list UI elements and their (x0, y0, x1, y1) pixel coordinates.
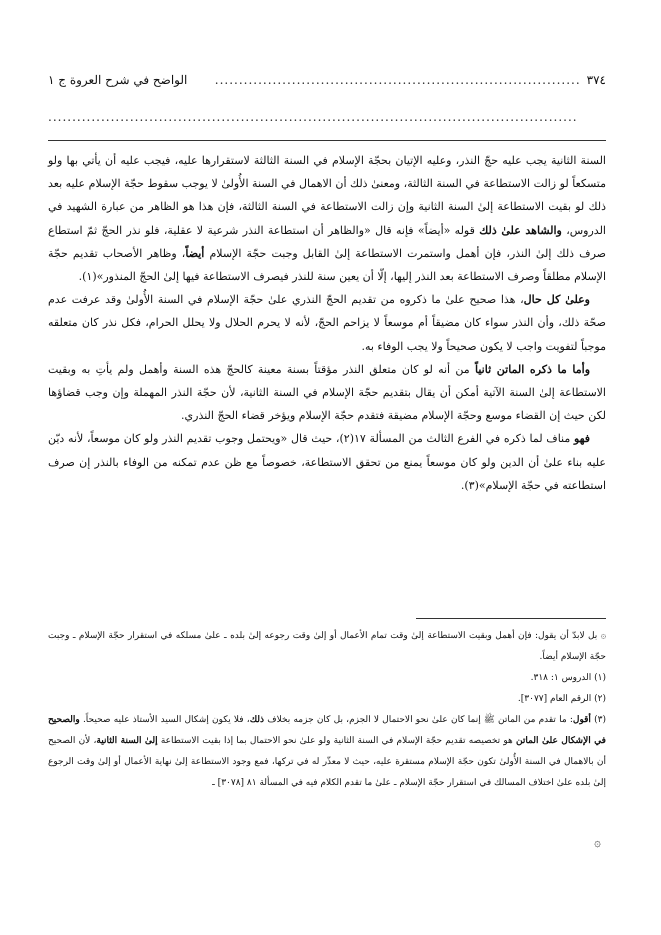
book-title: الواضح في شرح العروة ج ١ (48, 73, 188, 87)
paragraph-1: السنة الثانية يجب عليه حجّ النذر، وعليه الإتيان بحجّة الإسلام في السنة الثالثة لاستقرارها عليه، فيجب عليه أن يأتي بها ولو متسكعاً لو زالت الاستطاعة في السنة الثالثة، ومعنىٰ ذلك أن الاهمال في السنة الأُولىٰ لا يوجب سقوط حجّة الإسلام عليه بعد ذلك لو بقيت الاستطاعة إلىٰ السنة الثانية وإن زالت الاستطاعة في السنة الثالثة، فإن هذا هو الظاهر من عبارة الشهيد في الدروس، والشاهد علىٰ ذلك قوله «أيضاً» فإنه قال «والظاهر أن استطاعة النذر شرعية لا عقلية، فلو نذر الحجّ ثمّ استطاع صرف ذلك إلىٰ النذر، فإن أهمل واستمرت الاستطاعة إلىٰ القابل وجبت حجّة الإسلام أيضاً، وظاهر الأصحاب تقديم حجّة الإسلام مطلقاً وصرف الاستطاعة بعد النذر إليها، إلّا أن يعين سنة للنذر فيصرف الاستطاعة فيها إلىٰ الحجّ المنذور»(١). (48, 154, 606, 284)
dotted-line: .............................................................................................................. (48, 110, 578, 124)
paragraph-2: وعلىٰ كل حال، هذا صحيح علىٰ ما ذكروه من تقديم الحجّ النذري علىٰ حجّة الإسلام في السنة الأُولىٰ وقد عرفت عدم صحّة ذلك، وأن النذر سواء كان مضيقاً أم موسعاً لا يزاحم الحجّ، لأنه لا يحرم الحلال ولا يحلل الحرام، فكل نذر كان متعلقه موجباً لتفويت واجب لا يكون صحيحاً ولا يجب الوفاء به. (48, 293, 606, 353)
footnote-separator (416, 618, 606, 619)
continuation-mark: ۞ (600, 631, 606, 641)
footnotes (48, 626, 606, 794)
continuation-flower-icon: ۞ (593, 835, 601, 849)
paragraph-4: فهو مناف لما ذكره في الفرع الثالث من المسألة ١٧(٢)، حيث قال «ويحتمل وجوب تقديم النذر ولو كان موسعاً، لأنه ديّن عليه بناء علىٰ أن الدين ولو كان موسعاً يمنع من تحقق الاستطاعة، خصوصاً مع ظن عدم تمكنه من الوفاء بالنذر إن صرف استطاعته في حجّة الإسلام»(٣). (48, 432, 606, 492)
running-header (48, 70, 606, 90)
footnote-2: (٢) الرقم العام [٣٠٧٧]. (517, 694, 606, 704)
footnote-3: (٣) أقول: ما تقدم من الماتن ﷺ إنما كان علىٰ نحو الاحتمال لا الجزم، بل كان جزمه بخلاف ذلك، فلا يكون إشكال السيد الأستاذ عليه صحيحاً. والصحيح في الإشكال علىٰ الماتن هو تخصيصه تقديم حجّة الإسلام في السنة الثانية ولو علىٰ نحو الاحتمال بما إذا بقيت الاستطاعة إلىٰ السنة الثانية، لأن الصحيح أن بالاهمال في السنة الأُولىٰ تكون حجّة الإسلام مستقرة عليه، حيث لا معذّر له في تركها، فمع وجود الاستطاعة إلىٰ نهاية الأعمال أو إلىٰ وقت الرجوع إلىٰ بلده علىٰ اختلاف المسالك في استقرار حجّة الإسلام ـ علىٰ ما تقدم الكلام فيه في المسألة ٨١ [٣٠٧٨] ـ (48, 715, 606, 788)
paragraph-3: وأما ما ذكره الماتن ثانياً من أنه لو كان متعلق النذر مؤقتاً بسنة معينة كالحجّ هذه السنة وأهمل ولم يأتِ به وبقيت الاستطاعة إلىٰ السنة الآتية أمكن أن يقال بتقديم حجّة الإسلام في السنة الثانية، لأن حجّة النذر المهملة وإن وجب قضاؤها لكن حيث إن القضاء موسع وحجّة الإسلام مضيقة فتقدم حجّة الإسلام ويؤخر قضاء الحجّ النذري. (48, 362, 606, 423)
footnote-1: (١) الدروس ١: ٣١٨. (530, 673, 606, 683)
header-rule (48, 140, 606, 141)
footnote-continuation: ۞ بل لابدّ أن يقول: فإن أهمل وبقيت الاستطاعة إلىٰ وقت تمام الأعمال أو إلىٰ وقت رجوعه إلىٰ بلده ـ علىٰ مسلكه في استقرار حجّة الإسلام ـ وجبت حجّة الإسلام أيضاً. (48, 631, 606, 662)
main-text (48, 149, 606, 497)
page-number: ٣٧٤ (586, 73, 606, 87)
header-leader-dots: ............................................................................ (214, 73, 581, 87)
